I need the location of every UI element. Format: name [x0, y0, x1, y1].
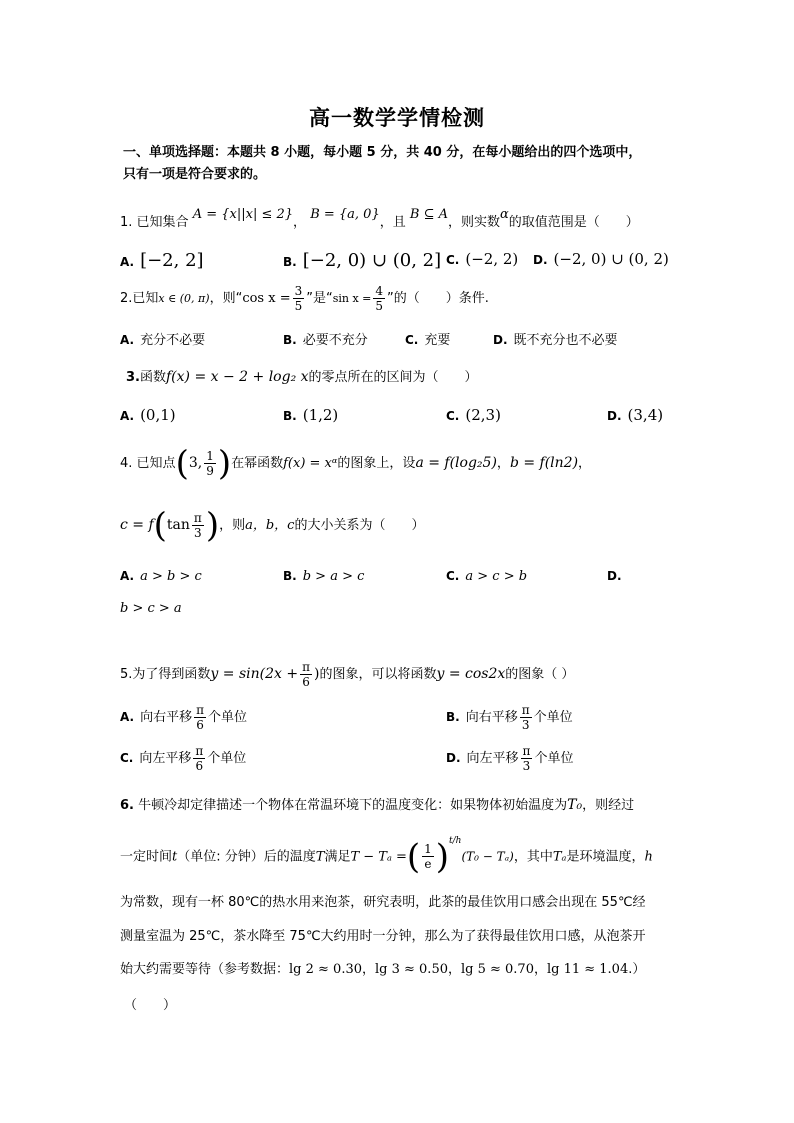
question-6-line1	[120, 794, 634, 813]
math-expression: c = f	[120, 517, 154, 533]
page-title: 高一数学学情检测	[309, 105, 485, 130]
option-text: 向左平移	[139, 751, 192, 766]
math-expression: T − Tₐ =	[350, 849, 407, 865]
option-label: B.	[283, 409, 297, 423]
paren-left: (	[406, 836, 421, 877]
option-label: A.	[120, 255, 135, 269]
question-text: 满足	[324, 849, 351, 865]
option-c[interactable]	[446, 406, 501, 424]
question-text: 牛顿冷却定律描述一个物体在常温环境下的温度变化：如果物体初始温度为	[138, 798, 568, 813]
option-b[interactable]	[283, 329, 368, 348]
fraction: $\frac{\pi}{6}$	[302, 660, 310, 689]
question-text: ，则	[219, 518, 246, 533]
option-label: C.	[446, 409, 460, 423]
option-d[interactable]	[607, 569, 628, 584]
option-text: 既不充分也不必要	[513, 333, 618, 348]
option-label: B.	[283, 333, 297, 347]
question-text: 的取值范围是（ ）	[508, 215, 639, 230]
math-expression: f(x) = x − 2 + log₂ x	[166, 369, 309, 385]
question-text: 始大约需要等待（参考数据：	[120, 962, 290, 977]
option-text: 向左平移	[466, 751, 519, 766]
option-text: [−2, 2]	[140, 250, 204, 271]
answer-blank: （ ）	[124, 998, 177, 1013]
question-text: 是环境温度，	[566, 849, 645, 865]
question-text: 函数	[139, 370, 166, 385]
option-label: A.	[120, 569, 135, 583]
option-label: C.	[446, 569, 460, 583]
question-number: 1.	[120, 215, 133, 230]
paren-right: )	[217, 443, 232, 484]
question-text: ”的（ ）条件.	[387, 291, 489, 306]
option-c[interactable]	[446, 569, 527, 584]
fraction: $\frac{\pi}{6}$	[195, 744, 204, 773]
question-text: ，且	[379, 215, 406, 230]
question-6-line3: 为常数，现有一杯 80℃的热水用来泡茶，研究表明，此茶的最佳饮用口感会出现在 55℃经	[120, 895, 646, 910]
math-expression: cos x =	[242, 291, 291, 306]
option-label: C.	[446, 253, 460, 267]
option-b[interactable]	[446, 703, 573, 732]
option-label: D.	[607, 569, 622, 583]
option-text: a > b > c	[140, 569, 202, 584]
option-d[interactable]	[446, 744, 573, 773]
fraction: $\frac{1}{9}$	[206, 449, 214, 478]
math-expression: (T₀ − Tₐ)	[461, 849, 514, 864]
option-a[interactable]	[120, 569, 202, 584]
math-variable: T₀	[567, 797, 583, 813]
question-text: 已知点	[136, 456, 176, 471]
math-variable: t	[172, 849, 178, 865]
option-text: 充要	[424, 333, 451, 348]
option-c[interactable]	[446, 250, 518, 268]
section-heading-line2: 只有一项是符合要求的。	[123, 167, 267, 182]
option-label: A.	[120, 710, 135, 724]
punctuation: ，	[293, 215, 307, 230]
option-label: B.	[283, 569, 297, 583]
option-label: A.	[120, 409, 135, 423]
question-6-line2	[120, 830, 653, 880]
option-label: B.	[446, 710, 460, 724]
option-b[interactable]	[283, 569, 364, 584]
math-expression: 3,	[188, 455, 203, 471]
paren-left: (	[153, 505, 167, 546]
math-expression: b = f(ln2)	[509, 455, 579, 471]
option-text: (0,1)	[140, 406, 176, 424]
paren-right: )	[205, 505, 220, 546]
option-text: 充分不必要	[140, 333, 206, 348]
option-a[interactable]	[120, 703, 247, 732]
option-label: D.	[533, 253, 548, 267]
option-c[interactable]	[120, 744, 246, 773]
option-text: (−2, 0) ∪ (0, 2)	[553, 250, 669, 268]
math-expression: )	[313, 666, 320, 682]
fraction: $\frac{\pi}{3}$	[193, 511, 202, 540]
question-text: ，其中	[513, 849, 553, 865]
question-text: 已知集合	[136, 215, 189, 230]
question-text: 的图象，可以将函数	[319, 667, 437, 682]
question-text: 一定时间	[120, 849, 173, 865]
question-number: 5.	[120, 667, 133, 682]
option-text: [−2, 0) ∪ (0, 2]	[302, 250, 442, 271]
option-a[interactable]	[120, 406, 176, 424]
option-text: b > a > c	[302, 569, 365, 584]
question-text: 的零点所在的区间为（ ）	[308, 370, 478, 385]
math-variable: h	[644, 849, 653, 865]
question-number: 4.	[120, 456, 133, 471]
option-text: 个单位	[533, 710, 573, 725]
fraction: $\frac{\pi}{3}$	[522, 744, 531, 773]
option-text: 个单位	[534, 751, 574, 766]
option-text: a > c > b	[465, 569, 528, 584]
option-a[interactable]	[120, 250, 204, 271]
question-text: 为了得到函数	[132, 667, 211, 682]
math-expression: B = {a, 0}	[310, 207, 380, 222]
math-expression: x ∈ (0, π)	[158, 292, 210, 305]
question-1	[120, 207, 639, 230]
option-b[interactable]	[283, 250, 441, 271]
option-label: D.	[493, 333, 508, 347]
question-text: 在幂函数	[231, 456, 284, 471]
fraction: $\frac{\pi}{6}$	[196, 703, 204, 732]
option-text: 个单位	[207, 751, 247, 766]
question-6-line5	[120, 958, 645, 977]
math-expression: a，b，c	[245, 518, 295, 533]
fraction: $\frac{4}{5}$	[375, 284, 384, 313]
punctuation: ，	[578, 456, 592, 471]
math-function: tan	[166, 517, 190, 533]
option-text: (2,3)	[465, 406, 501, 424]
option-d[interactable]	[533, 250, 669, 268]
fraction: $\frac{\pi}{3}$	[521, 703, 530, 732]
option-text: 向右平移	[140, 710, 193, 725]
punctuation: ，	[496, 456, 510, 471]
option-c[interactable]	[405, 329, 450, 348]
math-expression: y = sin(2x +	[210, 666, 299, 682]
question-text: ，则经过	[582, 798, 635, 813]
math-variable: α	[500, 207, 509, 222]
option-text: 向右平移	[465, 710, 518, 725]
option-d[interactable]	[607, 406, 663, 424]
option-text: (3,4)	[627, 406, 664, 424]
option-a[interactable]	[120, 329, 205, 348]
option-d[interactable]	[493, 329, 618, 348]
question-text: ，则“	[209, 291, 243, 306]
option-text: 个单位	[207, 710, 247, 725]
question-text: ，则实数	[448, 215, 501, 230]
question-4	[120, 440, 591, 487]
math-expression: a = f(log₂5)	[415, 455, 497, 471]
option-label: A.	[120, 333, 135, 347]
option-label: B.	[283, 255, 297, 269]
question-3	[126, 366, 478, 385]
math-expression: B ⊆ A	[409, 207, 448, 222]
exponent: t/h	[449, 836, 462, 846]
question-2	[120, 284, 489, 313]
fraction: $\frac{1}{e}$	[424, 842, 432, 872]
question-text: 的图象（ ）	[505, 667, 575, 682]
option-text: (−2, 2)	[465, 250, 519, 268]
option-label: C.	[405, 333, 419, 347]
option-b[interactable]	[283, 406, 338, 424]
question-number: 2.	[120, 291, 133, 306]
question-text: .）	[628, 962, 646, 977]
option-text: (1,2)	[302, 406, 339, 424]
question-text: 已知	[132, 291, 159, 306]
paren-right: )	[435, 836, 450, 877]
math-expression: lg 2 ≈ 0.30，lg 3 ≈ 0.50，lg 5 ≈ 0.70，lg 11 ≈ 1.04	[289, 962, 629, 977]
option-label: C.	[120, 751, 134, 765]
math-variable: Tₐ	[552, 849, 567, 865]
math-expression: sin x =	[332, 292, 372, 305]
question-4-continued	[120, 502, 424, 549]
question-5	[120, 660, 574, 689]
question-text: （单位: 分钟）后的温度	[177, 849, 316, 865]
math-expression: f(x) = xᵅ	[283, 456, 338, 471]
math-expression: y = cos2x	[436, 666, 506, 682]
option-d-text: b > c > a	[120, 601, 182, 616]
question-number: 6.	[120, 798, 134, 813]
math-variable: T	[315, 849, 325, 865]
option-label: D.	[446, 751, 461, 765]
option-label: D.	[607, 409, 622, 423]
paren-left: (	[175, 443, 189, 484]
section-heading-line1: 一、单项选择题：本题共 8 小题，每小题 5 分，共 40 分，在每小题给出的四个选项中，	[123, 145, 642, 160]
question-number: 3.	[126, 370, 140, 385]
question-text: 的图象上，设	[337, 456, 416, 471]
math-expression: A = {x||x| ≤ 2}	[192, 207, 294, 222]
option-text: 必要不充分	[302, 333, 368, 348]
question-6-line4: 测量室温为 25℃，茶水降至 75℃大约用时一分钟，那么为了获得最佳饮用口感，从泡茶开	[120, 929, 646, 944]
question-text: ”是“	[306, 291, 333, 306]
question-text: 的大小关系为（ ）	[294, 518, 425, 533]
fraction: $\frac{3}{5}$	[294, 284, 303, 313]
